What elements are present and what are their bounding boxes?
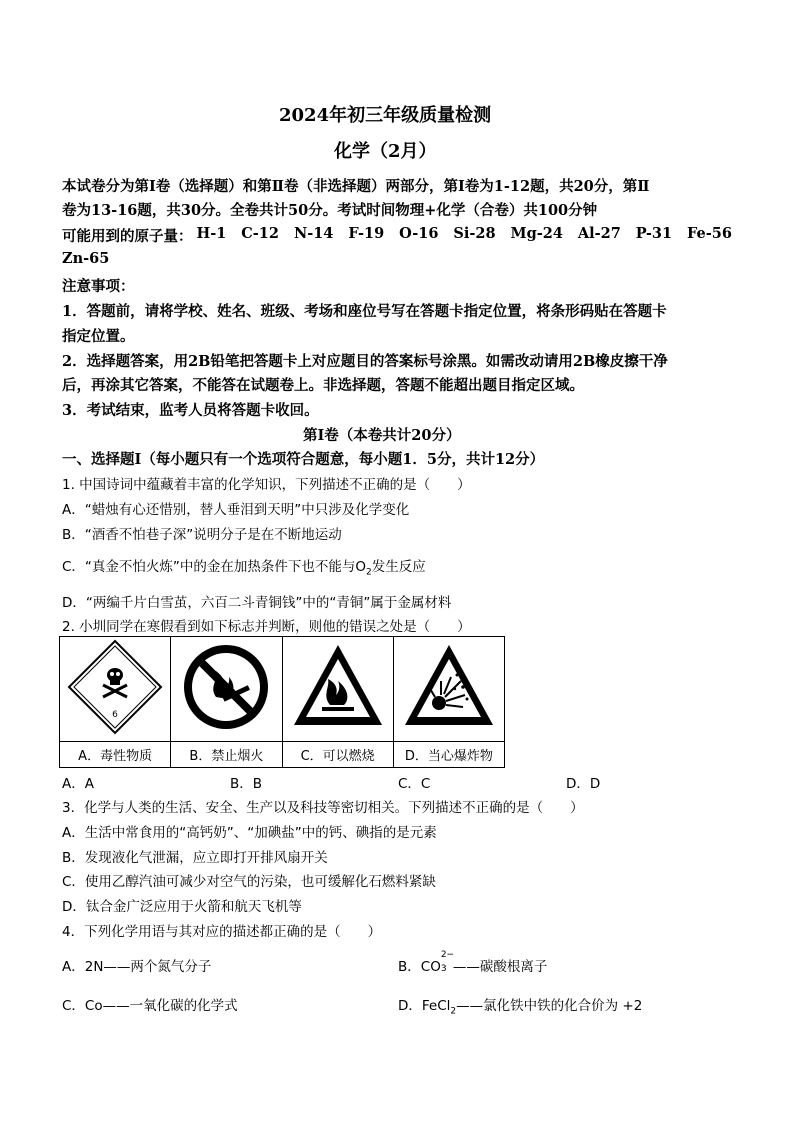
notice-item-2: 2．选择题答案，用2B铅笔把答题卡上对应题目的答案标号涂黑。如需改动请用2B橡皮擦干净	[62, 353, 668, 370]
atomic-mass: O-16	[399, 225, 439, 242]
q3-option-c: C．使用乙醇汽油可减少对空气的污染，也可缓解化石燃料紧缺	[62, 874, 436, 890]
sign-table	[59, 636, 505, 768]
flammable-sign-icon	[288, 637, 388, 737]
exam-title: 2024年初三年级质量检测	[279, 105, 492, 126]
atomic-mass: Al-27	[577, 225, 621, 242]
notice-item-1: 1．答题前，请将学校、姓名、班级、考场和座位号写在答题卡指定位置，将条形码贴在答题卡	[62, 303, 667, 320]
sign-label-b: B．禁止烟火	[171, 742, 282, 768]
q2-option-b: B．B	[230, 776, 263, 792]
q4-option-a: A．2N——两个氮气分子	[62, 959, 212, 975]
sign-label-d: D．当心爆炸物	[393, 742, 504, 768]
q3-option-b: B．发现液化气泄漏，应立即打开排风扇开关	[62, 850, 328, 866]
q4-option-b: B．CO 2− 3 ——碳酸根离子	[398, 949, 548, 975]
explosive-sign-icon	[399, 637, 499, 737]
section-heading: 一、选择题Ⅰ（每小题只有一个选项符合题意，每小题1．5分，共计12分）	[62, 451, 545, 468]
q3-stem: 3．化学与人类的生活、安全、生产以及科技等密切相关。下列描述不正确的是（ ）	[62, 800, 584, 816]
notice-heading: 注意事项：	[62, 278, 135, 295]
part-title: 第Ⅰ卷（本卷共计20分）	[303, 427, 461, 444]
sign-cell-toxic	[60, 637, 171, 742]
notice-item-3: 3．考试结束，监考人员将答题卡收回。	[62, 402, 319, 419]
q1-option-b: B．“酒香不怕巷子深”说明分子是在不断地运动	[62, 527, 342, 543]
q1-stem: 1. 中国诗词中蕴藏着丰富的化学知识，下列描述不正确的是（ ）	[62, 477, 471, 493]
atomic-mass: H-1	[196, 225, 227, 242]
atomic-mass: Si-28	[453, 225, 496, 242]
q3-option-d: D．钛合金广泛应用于火箭和航天飞机等	[62, 899, 302, 915]
atomic-mass: Fe-56	[687, 225, 732, 242]
toxic-sign-icon	[65, 637, 165, 737]
atomic-masses-label: 可能用到的原子量：	[62, 228, 193, 245]
atomic-mass: P-31	[635, 225, 673, 242]
atomic-mass-zn: Zn-65	[62, 250, 110, 267]
q2-option-d: D．D	[566, 776, 601, 792]
q4-option-c: C．Co——一氧化碳的化学式	[62, 998, 238, 1014]
exam-subtitle: 化学（2月）	[334, 141, 437, 162]
q4-stem: 4．下列化学用语与其对应的描述都正确的是（ ）	[62, 924, 382, 940]
q2-stem: 2. 小圳同学在寒假看到如下标志并判断，则他的错误之处是（ ）	[62, 619, 471, 635]
notice-item-1-cont: 指定位置。	[62, 328, 135, 345]
sign-cell-explosive	[393, 637, 504, 742]
q3-option-a: A．生活中常食用的“高钙奶”、“加碘盐”中的钙、碘指的是元素	[62, 825, 437, 841]
atomic-masses	[62, 225, 732, 246]
sign-label-a: A．毒性物质	[60, 742, 171, 768]
atomic-mass: N-14	[293, 225, 334, 242]
sign-cell-no-fire	[171, 637, 282, 742]
atomic-mass: C-12	[241, 225, 279, 242]
q4-option-d: D．FeCl$_2$——氯化铁中铁的化合价为 +2	[398, 998, 643, 1017]
atomic-mass: F-19	[348, 225, 385, 242]
q1-option-a: A．“蜡烛有心还惜别，替人垂泪到天明”中只涉及化学变化	[62, 502, 410, 518]
intro-line-1: 本试卷分为第Ⅰ卷（选择题）和第Ⅱ卷（非选择题）两部分，第Ⅰ卷为1-12题，共20分，第Ⅱ	[62, 178, 650, 195]
q2-option-a: A．A	[62, 776, 94, 792]
q2-option-c: C．C	[398, 776, 431, 792]
sign-label-c: C．可以燃烧	[282, 742, 393, 768]
q1-option-d: D．“两编千片白雪茧，六百二斗青铜钱”中的“青铜”属于金属材料	[62, 595, 452, 611]
intro-line-2: 卷为13-16题，共30分。全卷共计50分。考试时间物理+化学（合卷）共100分钟	[62, 202, 598, 219]
atomic-mass: Mg-24	[510, 225, 563, 242]
toxic-class-number: 6	[112, 710, 118, 720]
no-smoking-fire-sign-icon	[176, 637, 276, 737]
q1-option-c: C．“真金不怕火炼”中的金在加热条件下也不能与$O_2$发生反应	[62, 559, 426, 578]
notice-item-2-cont: 后，再涂其它答案，不能答在试题卷上。非选择题，答题不能超出题目指定区域。	[62, 377, 584, 394]
sign-cell-flammable	[282, 637, 393, 742]
